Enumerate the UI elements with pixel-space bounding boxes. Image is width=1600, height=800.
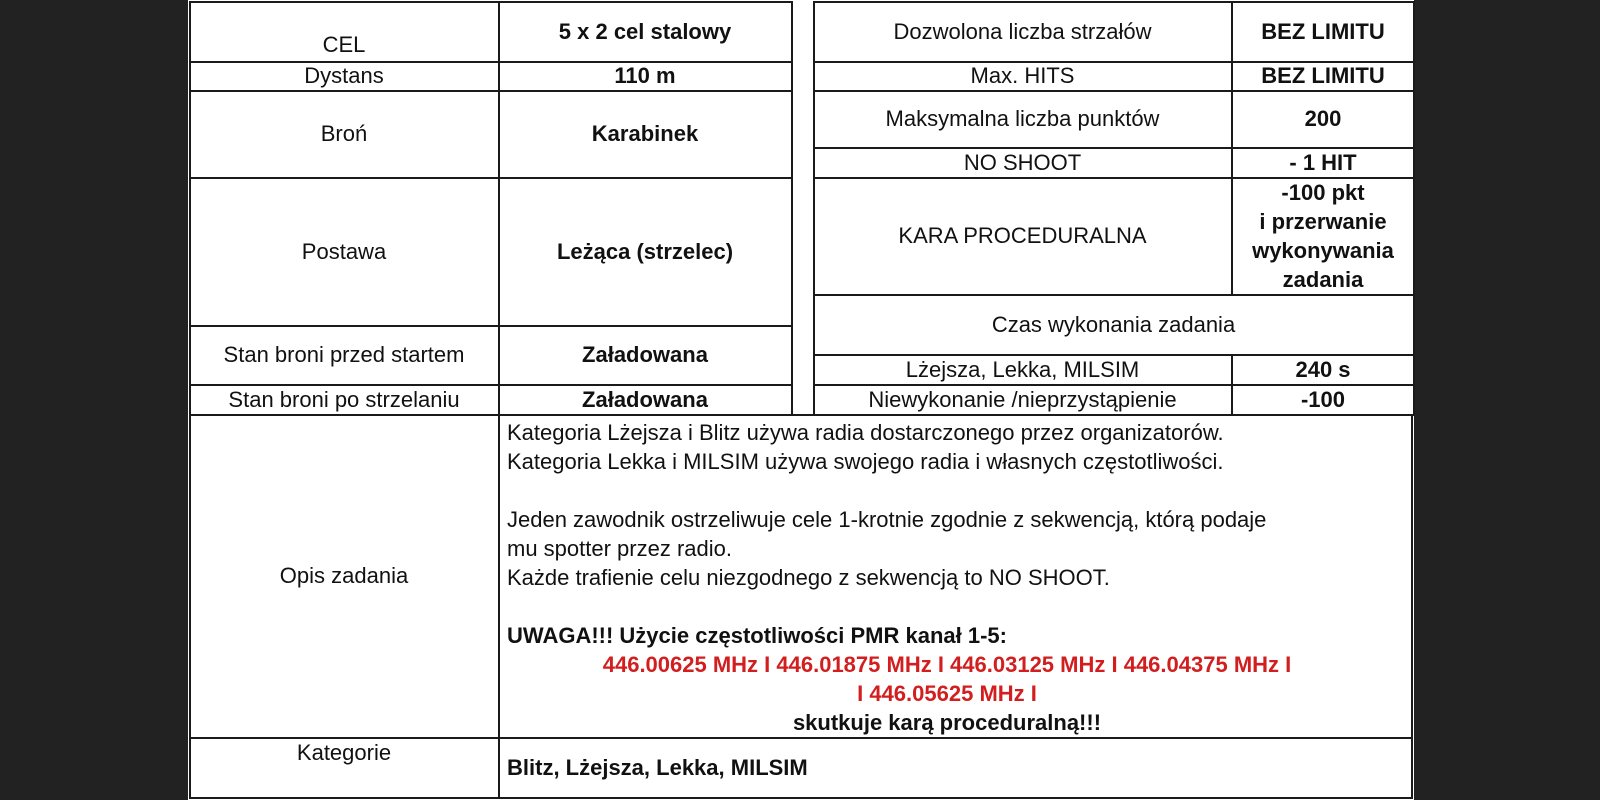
kategorie-label: Kategorie — [296, 740, 392, 766]
description-line: mu spotter przez radio. — [507, 536, 732, 561]
stan-po-value: Załadowana — [582, 386, 708, 412]
no-shoot-value: - 1 HIT — [1289, 149, 1357, 175]
stan-przed-label: Stan broni przed startem — [223, 342, 465, 368]
opis-zadania-content — [507, 418, 1387, 737]
kara-value-line: i przerwanie — [1259, 209, 1387, 234]
kara-label: KARA PROCEDURALNA — [898, 223, 1147, 249]
dystans-label: Dystans — [304, 63, 384, 89]
max-hits-label: Max. HITS — [970, 63, 1075, 89]
czas-kategorie-value: 240 s — [1295, 356, 1351, 382]
postawa-label: Postawa — [301, 238, 387, 264]
stage-briefing-sheet — [188, 0, 1414, 800]
no-shoot-label: NO SHOOT — [963, 149, 1082, 175]
penalty-line: skutkuje karą proceduralną!!! — [792, 710, 1102, 735]
kategorie-value: Blitz, Lżejsza, Lekka, MILSIM — [507, 754, 808, 780]
postawa-value: Leżąca (strzelec) — [556, 238, 734, 264]
warning-line: UWAGA!!! Użycie częstotliwości PMR kanał 1-5: — [507, 623, 1007, 648]
niewykonanie-value: -100 — [1300, 386, 1346, 412]
description-line: Kategoria Lżejsza i Blitz używa radia dostarczonego przez organizatorów. — [507, 420, 1224, 445]
stan-po-label: Stan broni po strzelaniu — [228, 386, 460, 412]
kara-value-line: zadania — [1282, 267, 1364, 292]
bron-label: Broń — [320, 121, 368, 147]
max-punktow-value: 200 — [1304, 106, 1342, 132]
max-punktow-label: Maksymalna liczba punktów — [885, 106, 1160, 132]
description-line: Każde trafienie celu niezgodnego z sekwencją to NO SHOOT. — [507, 565, 1110, 590]
opis-zadania-label: Opis zadania — [279, 563, 409, 589]
dozwolona-liczba-label: Dozwolona liczba strzałów — [893, 18, 1152, 44]
cel-label: CEL — [322, 32, 366, 58]
description-line: Jeden zawodnik ostrzeliwuje cele 1-krotnie zgodnie z sekwencją, którą podaje — [507, 507, 1267, 532]
czas-kategorie-label: Lżejsza, Lekka, MILSIM — [905, 356, 1140, 382]
max-hits-value: BEZ LIMITU — [1261, 63, 1385, 89]
kara-value-line: -100 pkt — [1281, 180, 1365, 205]
dozwolona-liczba-value: BEZ LIMITU — [1261, 18, 1385, 44]
dystans-value: 110 m — [614, 63, 676, 89]
cel-value: 5 x 2 cel stalowy — [558, 19, 732, 44]
kara-value — [1233, 178, 1413, 294]
description-line: Kategoria Lekka i MILSIM używa swojego radia i własnych częstotliwości. — [507, 449, 1224, 474]
niewykonanie-label: Niewykonanie /nieprzystąpienie — [868, 386, 1177, 412]
kara-value-line: wykonywania — [1252, 238, 1394, 263]
frequency-line: 446.00625 MHz I 446.01875 MHz I 446.03125 MHz I 446.04375 MHz I — [602, 652, 1292, 677]
frequency-line: I 446.05625 MHz I — [857, 681, 1037, 706]
stan-przed-value: Załadowana — [582, 342, 708, 368]
czas-header: Czas wykonania zadania — [991, 311, 1236, 337]
bron-value: Karabinek — [591, 121, 699, 147]
